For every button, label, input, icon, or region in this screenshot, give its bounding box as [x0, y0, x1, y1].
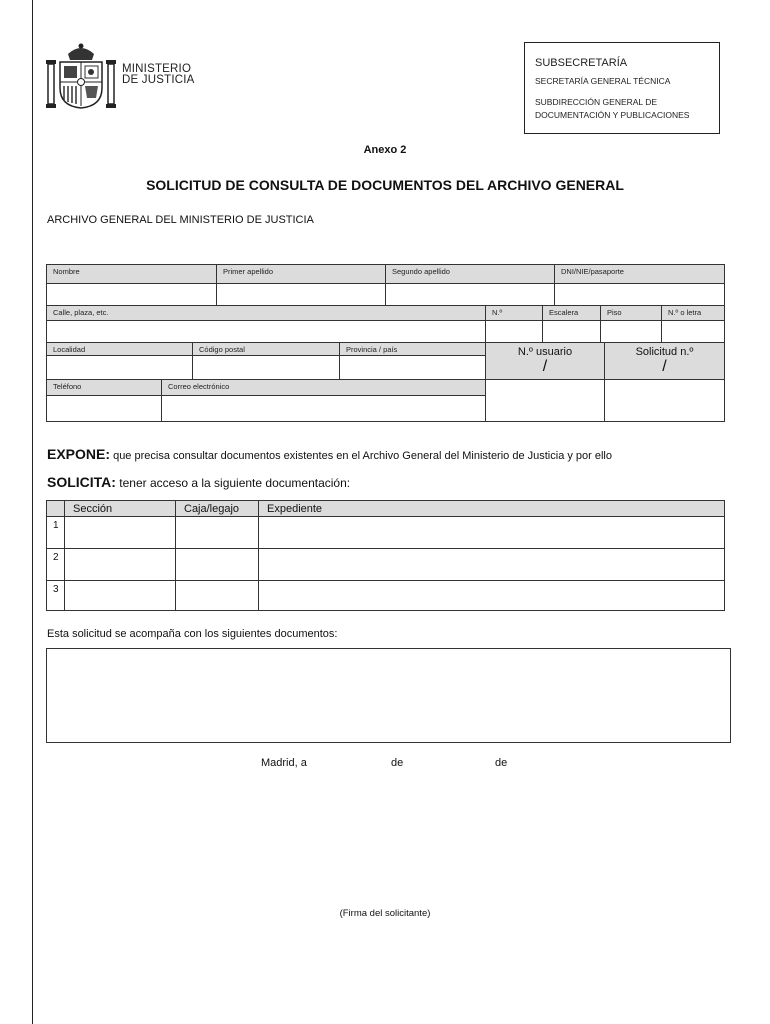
ministerio-line2: DE JUSTICIA	[122, 74, 195, 86]
calle-label: Calle, plaza, etc.	[46, 305, 486, 321]
anexo-label: Anexo 2	[363, 144, 407, 156]
madrid-label: Madrid, a	[261, 757, 307, 769]
archivo-heading: ARCHIVO GENERAL DEL MINISTERIO DE JUSTICIA	[47, 214, 314, 226]
dni-field[interactable]	[554, 283, 725, 306]
solicita-text: tener acceso a la siguiente documentación:	[115, 476, 351, 490]
usuario-value-field[interactable]	[485, 379, 605, 422]
attached-documents-field[interactable]	[46, 648, 731, 743]
codigo-postal-label: Código postal	[192, 342, 340, 356]
numero-field[interactable]	[485, 320, 543, 343]
expone-paragraph	[47, 446, 612, 462]
expone-text: que precisa consultar documentos existentes en el Archivo General del Ministerio de Justicia y por ello	[110, 450, 612, 462]
caja-header: Caja/legajo	[175, 500, 259, 517]
primer-apellido-field[interactable]	[216, 283, 386, 306]
signature-label: (Firma del solicitante)	[339, 908, 431, 919]
piso-label: Piso	[600, 305, 662, 321]
nombre-field[interactable]	[46, 283, 217, 306]
ministerio-text	[122, 64, 195, 86]
seccion-cell-2[interactable]	[64, 548, 176, 581]
expediente-cell-1[interactable]	[258, 516, 725, 549]
row-number: 3	[46, 580, 65, 611]
usuario-slash: /	[542, 358, 548, 375]
solicitud-label: Solicitud n.º	[635, 346, 694, 358]
solicitud-value-field[interactable]	[604, 379, 725, 422]
telefono-field[interactable]	[46, 395, 162, 422]
seccion-cell-3[interactable]	[64, 580, 176, 611]
escalera-field[interactable]	[542, 320, 601, 343]
caja-cell-3[interactable]	[175, 580, 259, 611]
calle-field[interactable]	[46, 320, 486, 343]
correo-field[interactable]	[161, 395, 486, 422]
codigo-postal-field[interactable]	[192, 355, 340, 380]
dni-label: DNI/NIE/pasaporte	[554, 264, 725, 284]
segundo-apellido-field[interactable]	[385, 283, 555, 306]
piso-field[interactable]	[600, 320, 662, 343]
usuario-label: N.º usuario	[517, 346, 573, 358]
caja-cell-2[interactable]	[175, 548, 259, 581]
box-line2: SECRETARÍA GENERAL TÉCNICA	[535, 76, 671, 86]
letra-label: N.º o letra	[661, 305, 725, 321]
usuario-box	[485, 342, 605, 380]
date-de-1: de	[391, 757, 404, 769]
solicita-label: SOLICITA:	[47, 474, 116, 490]
telefono-label: Teléfono	[46, 379, 162, 396]
primer-apellido-label: Primer apellido	[216, 264, 386, 284]
box-line4: DOCUMENTACIÓN Y PUBLICACIONES	[535, 110, 690, 120]
expediente-cell-3[interactable]	[258, 580, 725, 611]
expediente-cell-2[interactable]	[258, 548, 725, 581]
box-line3-4	[535, 96, 719, 122]
solicitud-slash: /	[662, 358, 667, 375]
acompana-label: Esta solicitud se acompaña con los siguientes documentos:	[47, 628, 338, 640]
localidad-label: Localidad	[46, 342, 193, 356]
table-corner	[46, 500, 65, 517]
seccion-cell-1[interactable]	[64, 516, 176, 549]
expone-label: EXPONE:	[47, 446, 111, 462]
expediente-header: Expediente	[258, 500, 725, 517]
provincia-label: Provincia / país	[339, 342, 486, 356]
row-number: 2	[46, 548, 65, 581]
box-line1: SUBSECRETARÍA	[535, 57, 628, 69]
caja-cell-1[interactable]	[175, 516, 259, 549]
date-de-2: de	[495, 757, 508, 769]
numero-label: N.º	[485, 305, 543, 321]
coat-of-arms-logo	[46, 42, 116, 110]
provincia-field[interactable]	[339, 355, 486, 380]
solicita-paragraph	[47, 474, 350, 490]
row-number: 1	[46, 516, 65, 549]
correo-label: Correo electrónico	[161, 379, 486, 396]
letra-field[interactable]	[661, 320, 725, 343]
ministerio-line1: MINISTERIO	[122, 63, 192, 75]
page-title: SOLICITUD DE CONSULTA DE DOCUMENTOS DEL ARCHIVO GENERAL	[146, 177, 624, 193]
localidad-field[interactable]	[46, 355, 193, 380]
solicitud-box	[604, 342, 725, 380]
seccion-header: Sección	[64, 500, 176, 517]
nombre-label: Nombre	[46, 264, 217, 284]
box-line3: SUBDIRECCIÓN GENERAL DE	[535, 97, 658, 107]
escalera-label: Escalera	[542, 305, 601, 321]
segundo-apellido-label: Segundo apellido	[385, 264, 555, 284]
subsecretaria-box	[524, 42, 720, 134]
